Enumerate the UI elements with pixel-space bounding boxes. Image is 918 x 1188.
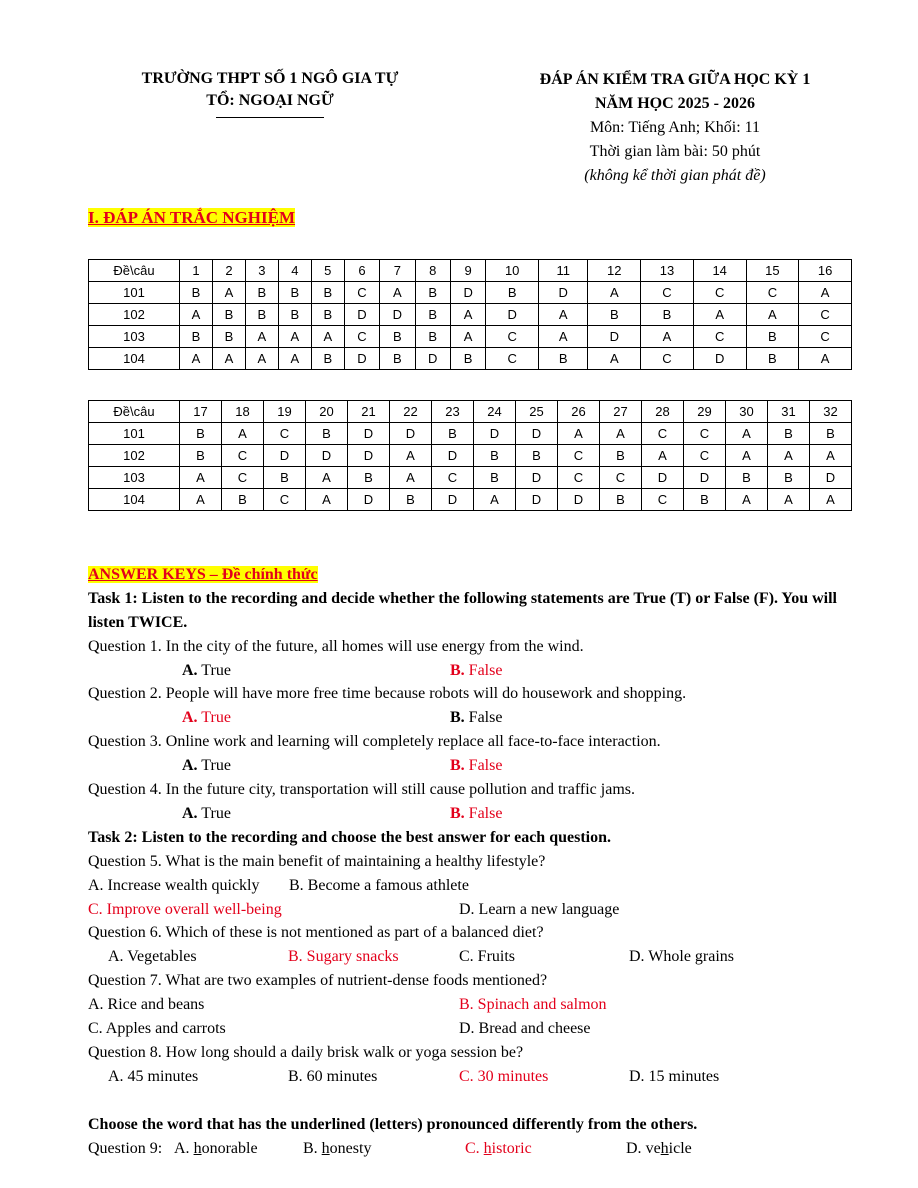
answer-keys [88,563,848,1160]
answer-cell: D [588,326,641,348]
answer-table-2 [88,400,852,511]
answer-cell: D [450,282,485,304]
table-row [89,304,852,326]
task1-title: Task 1: Listen to the recording and decide whether the following statements are True (T) or False (F). You will listen TWICE. [88,589,837,631]
answer-cell: A [390,467,432,489]
answer-cell: A [600,423,642,445]
answer-cell: C [558,467,600,489]
answer-cell: C [222,445,264,467]
answer-cell: B [311,348,344,370]
answer-cell: A [539,304,588,326]
question-number-cell: 32 [810,401,852,423]
table-header-label: Đề\câu [89,401,180,423]
answer-cell: B [539,348,588,370]
answer-cell: C [264,423,306,445]
question-number-cell: 22 [390,401,432,423]
answer-cell: A [180,489,222,511]
answer-cell: D [344,304,379,326]
question-number-cell: 30 [726,401,768,423]
exam-header [510,68,840,188]
option-d: D. Whole grains [629,948,735,966]
question-options [88,754,848,778]
table-row [89,326,852,348]
answer-cell: A [726,445,768,467]
answer-cell: C [642,423,684,445]
answer-cell: A [642,445,684,467]
question-number-cell: 1 [180,260,213,282]
option-a: A. True [182,804,231,822]
answer-cell: B [212,304,245,326]
answer-cell: B [415,304,450,326]
answer-cell: B [380,348,415,370]
option-d: D. Bread and cheese [459,1019,591,1037]
exam-code-cell: 102 [89,445,180,467]
answer-cell: B [245,304,278,326]
question-text: Question 2. People will have more free time because robots will do housework and shopping. [88,685,687,703]
question-number-cell: 6 [344,260,379,282]
option-a: A. Rice and beans [88,996,205,1014]
option-c-correct: C. 30 minutes [459,1067,549,1085]
exam-code-cell: 104 [89,348,180,370]
option-b-correct: B. Spinach and salmon [459,996,607,1014]
answer-cell: B [311,304,344,326]
option-c-correct: C. Improve overall well-being [88,900,282,918]
question-options [88,802,848,826]
answer-cell: C [432,467,474,489]
question-options [88,874,848,898]
answer-cell: D [810,467,852,489]
question-number-cell: 23 [432,401,474,423]
answer-cell: C [222,467,264,489]
answer-cell: B [600,489,642,511]
table-row [89,282,852,304]
question-options [88,898,848,922]
question-number-cell: 26 [558,401,600,423]
answer-cell: D [684,467,726,489]
option-c: C. Fruits [459,948,516,966]
option-b-correct: B. False [450,661,503,679]
answer-cell: C [600,467,642,489]
answer-cell: B [450,348,485,370]
question-number-cell: 25 [516,401,558,423]
answer-cell: A [768,489,810,511]
answer-cell: C [693,282,746,304]
answer-cell: B [245,282,278,304]
answer-cell: A [306,467,348,489]
question-number-cell: 17 [180,401,222,423]
question-number-cell: 10 [486,260,539,282]
option-b-correct: B. Sugary snacks [288,948,399,966]
answer-cell: B [415,282,450,304]
answer-cell: D [642,467,684,489]
answer-cell: B [474,467,516,489]
school-year: NĂM HỌC 2025 - 2026 [595,95,755,112]
answer-cell: B [212,326,245,348]
answer-cell: D [348,445,390,467]
task2-title: Task 2: Listen to the recording and choose the best answer for each question. [88,828,611,846]
answer-cell: C [344,326,379,348]
answer-cell: A [539,326,588,348]
question-9 [88,1137,848,1161]
school-header [100,68,440,118]
answer-cell: A [306,489,348,511]
answer-cell: C [799,326,852,348]
answer-cell: B [390,489,432,511]
section-title: I. ĐÁP ÁN TRẮC NGHIỆM [88,208,296,227]
question-number-cell: 15 [746,260,799,282]
question-number-cell: 5 [311,260,344,282]
option-d: D. 15 minutes [629,1067,720,1085]
exam-code-cell: 101 [89,423,180,445]
answer-cell: D [348,489,390,511]
department-name: TỔ: NGOẠI NGỮ [206,92,334,109]
header-divider [216,117,324,118]
table-header-row [89,401,852,423]
question-text: Question 1. In the city of the future, all homes will use energy from the wind. [88,637,584,655]
answer-cell: B [180,282,213,304]
answer-cell: B [264,467,306,489]
answer-cell: A [180,304,213,326]
answer-cell: C [486,348,539,370]
answer-cell: A [180,467,222,489]
question-number-cell: 14 [693,260,746,282]
answer-cell: D [539,282,588,304]
question-options [88,1017,848,1041]
question-options [88,1065,848,1089]
question-text: Question 8. How long should a daily brisk walk or yoga session be? [88,1043,524,1061]
answer-cell: B [516,445,558,467]
option-b: B. 60 minutes [288,1067,378,1085]
answer-cell: B [600,445,642,467]
question-9-label: Question 9: [88,1139,163,1157]
answer-cell: D [693,348,746,370]
option-b-correct: B. False [450,804,503,822]
table-header-row [89,260,852,282]
option-b: B. Become a famous athlete [289,876,469,894]
answer-cell: A [180,348,213,370]
answer-cell: D [264,445,306,467]
question-text: Question 3. Online work and learning will completely replace all face-to-face interaction. [88,733,661,751]
question-text: Question 6. Which of these is not mentioned as part of a balanced diet? [88,924,544,942]
question-options [88,706,848,730]
question-number-cell: 7 [380,260,415,282]
answer-cell: C [641,282,694,304]
answer-cell: A [474,489,516,511]
question-number-cell: 16 [799,260,852,282]
duration-line: Thời gian làm bài: 50 phút [589,143,761,160]
answer-cell: A [245,326,278,348]
exam-code-cell: 103 [89,326,180,348]
answer-cell: A [768,445,810,467]
task1-question [88,730,848,778]
question-number-cell: 8 [415,260,450,282]
option-a: A. honorable [174,1139,258,1157]
answer-cell: A [726,423,768,445]
answer-cell: B [432,423,474,445]
answer-cell: A [588,282,641,304]
option-a: A. True [182,661,231,679]
answer-cell: B [726,467,768,489]
option-b-correct: B. False [450,757,503,775]
answer-cell: C [642,489,684,511]
answer-cell: D [344,348,379,370]
task1-question [88,778,848,826]
answer-cell: B [746,326,799,348]
answer-cell: D [558,489,600,511]
answer-cell: A [212,282,245,304]
question-number-cell: 31 [768,401,810,423]
answer-cell: B [180,423,222,445]
option-b: B. honesty [303,1139,372,1157]
option-b: B. False [450,709,503,727]
question-number-cell: 3 [245,260,278,282]
option-a: A. True [182,757,231,775]
question-number-cell: 27 [600,401,642,423]
answer-cell: C [641,348,694,370]
answer-cell: C [264,489,306,511]
answer-cell: A [588,348,641,370]
option-a: A. 45 minutes [108,1067,199,1085]
answer-cell: A [245,348,278,370]
option-c-correct: C. historic [465,1139,532,1157]
table-row [89,423,852,445]
question-number-cell: 18 [222,401,264,423]
answer-cell: A [278,348,311,370]
question-options [88,659,848,683]
exam-code-cell: 104 [89,489,180,511]
answer-cell: A [450,304,485,326]
answer-cell: A [212,348,245,370]
question-text: Question 5. What is the main benefit of maintaining a healthy lifestyle? [88,852,546,870]
answer-cell: A [311,326,344,348]
question-number-cell: 24 [474,401,516,423]
exam-code-cell: 101 [89,282,180,304]
answer-cell: B [486,282,539,304]
answer-cell: A [693,304,746,326]
answer-cell: B [474,445,516,467]
answer-cell: B [768,467,810,489]
option-a-correct: A. True [182,709,231,727]
option-c: C. Apples and carrots [88,1019,226,1037]
answer-cell: D [486,304,539,326]
question-options [88,993,848,1017]
answer-cell: B [684,489,726,511]
table-row [89,348,852,370]
duration-note: (không kể thời gian phát đề) [584,167,766,184]
answer-cell: C [558,445,600,467]
table-row [89,467,852,489]
exam-title: ĐÁP ÁN KIỂM TRA GIỮA HỌC KỲ 1 [539,71,811,88]
question-text: Question 7. What are two examples of nutrient-dense foods mentioned? [88,972,548,990]
answer-cell: D [380,304,415,326]
answer-cell: B [641,304,694,326]
answer-cell: B [278,304,311,326]
answer-cell: A [222,423,264,445]
option-d: D. Learn a new language [459,900,620,918]
question-number-cell: 4 [278,260,311,282]
subject-line: Môn: Tiếng Anh; Khối: 11 [589,119,761,136]
answer-cell: A [810,489,852,511]
answer-cell: B [222,489,264,511]
answer-cell: B [810,423,852,445]
answer-cell: B [180,445,222,467]
answer-cell: D [432,445,474,467]
answer-cell: C [693,326,746,348]
answer-cell: B [415,326,450,348]
answer-cell: D [516,467,558,489]
question-number-cell: 29 [684,401,726,423]
answer-cell: C [684,445,726,467]
answer-cell: B [768,423,810,445]
answer-cell: B [278,282,311,304]
question-number-cell: 2 [212,260,245,282]
question-number-cell: 9 [450,260,485,282]
answer-cell: A [799,282,852,304]
question-text: Question 4. In the future city, transportation will still cause pollution and traffic jams. [88,781,635,799]
question-number-cell: 11 [539,260,588,282]
question-number-cell: 21 [348,401,390,423]
answer-cell: B [306,423,348,445]
exam-code-cell: 103 [89,467,180,489]
answer-cell: C [344,282,379,304]
answer-cell: B [588,304,641,326]
question-number-cell: 20 [306,401,348,423]
answer-cell: B [746,348,799,370]
answer-cell: A [558,423,600,445]
answer-cell: A [726,489,768,511]
task1-question [88,635,848,683]
answer-keys-title: ANSWER KEYS – Đề chính thức [88,566,318,583]
option-a: A. Vegetables [108,948,197,966]
answer-cell: A [799,348,852,370]
answer-cell: D [474,423,516,445]
option-a: A. Increase wealth quickly [88,876,260,894]
answer-cell: B [380,326,415,348]
pronunciation-title: Choose the word that has the underlined (letters) pronounced differently from the others. [88,1115,698,1133]
answer-cell: A [810,445,852,467]
question-number-cell: 12 [588,260,641,282]
question-number-cell: 28 [642,401,684,423]
answer-cell: D [516,489,558,511]
answer-cell: C [746,282,799,304]
answer-cell: A [746,304,799,326]
answer-cell: B [348,467,390,489]
answer-table-1 [88,259,852,370]
exam-code-cell: 102 [89,304,180,326]
task1-question [88,682,848,730]
answer-cell: C [799,304,852,326]
answer-cell: A [450,326,485,348]
answer-cell: D [348,423,390,445]
answer-cell: A [641,326,694,348]
answer-cell: C [486,326,539,348]
answer-cell: D [516,423,558,445]
answer-cell: C [684,423,726,445]
answer-cell: D [415,348,450,370]
answer-cell: D [432,489,474,511]
question-options [88,945,848,969]
answer-cell: D [390,423,432,445]
answer-cell: A [380,282,415,304]
school-name: TRƯỜNG THPT SỐ 1 NGÔ GIA TỰ [141,70,399,87]
answer-cell: A [278,326,311,348]
table-header-label: Đề\câu [89,260,180,282]
answer-cell: B [180,326,213,348]
answer-cell: B [311,282,344,304]
answer-cell: D [306,445,348,467]
answer-cell: A [390,445,432,467]
table-row [89,445,852,467]
question-number-cell: 19 [264,401,306,423]
question-number-cell: 13 [641,260,694,282]
option-d: D. vehicle [626,1139,692,1157]
table-row [89,489,852,511]
